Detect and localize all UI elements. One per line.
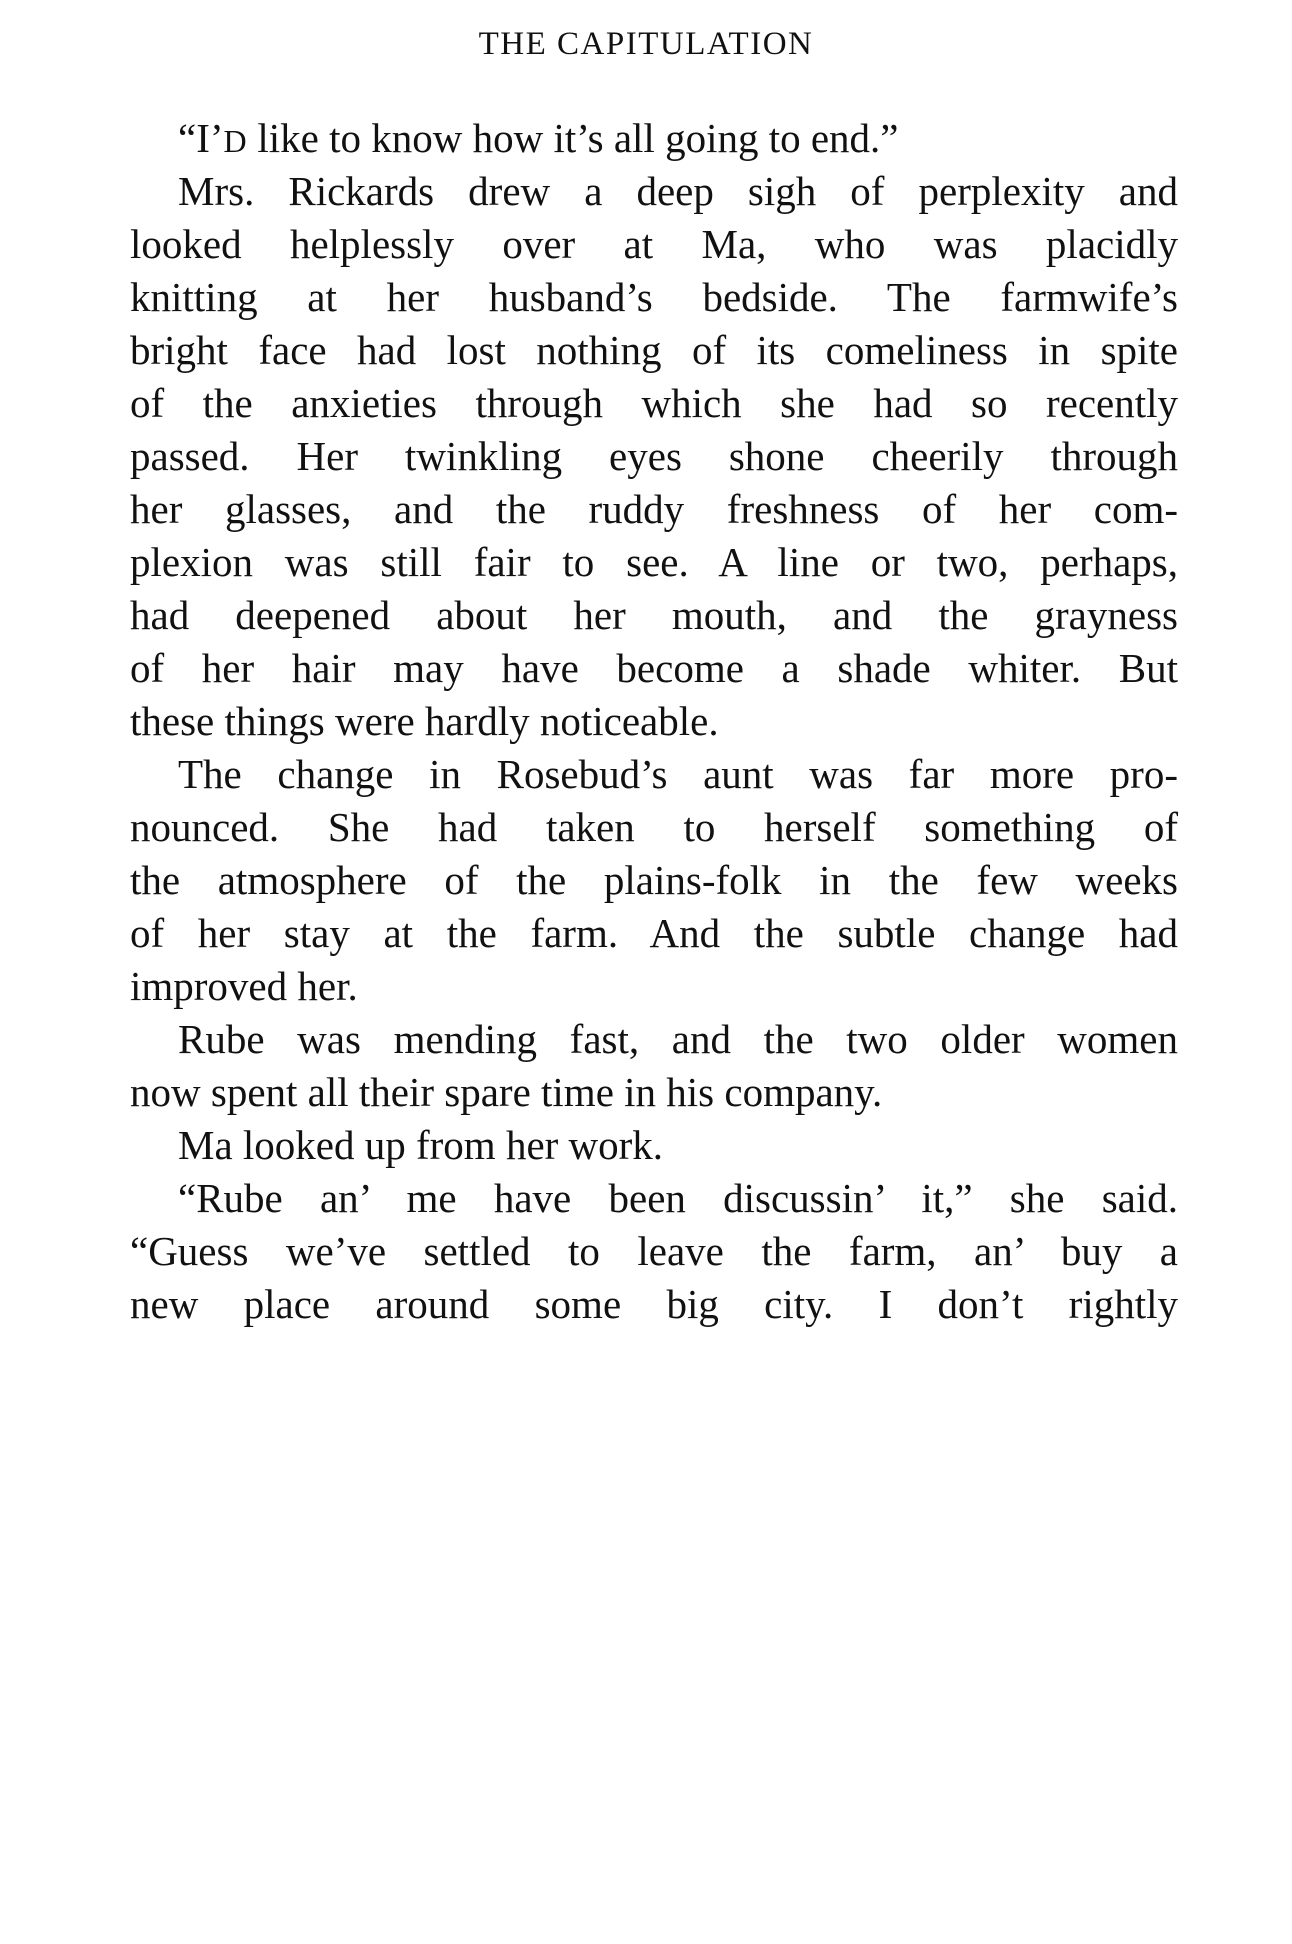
text-line: the atmosphere of the plains-folk in the few weeks: [130, 857, 1178, 903]
text-line: of her stay at the farm. And the subtle change had: [130, 910, 1178, 956]
text-line: nounced. She had taken to herself something of: [130, 804, 1178, 850]
text-line: looked helplessly over at Ma, who was placidly: [130, 221, 1178, 267]
text-line: of her hair may have become a shade whiter. But: [130, 645, 1178, 691]
text-line: plexion was still fair to see. A line or two, perhaps,: [130, 539, 1178, 585]
text-line: improved her.: [130, 963, 358, 1009]
text-line: Mrs. Rickards drew a deep sigh of perplexity and: [178, 168, 1178, 214]
text-line: these things were hardly noticeable.: [130, 698, 719, 744]
text-line: of the anxieties through which she had so recently: [130, 380, 1178, 426]
text-line: new place around some big city. I don’t rightly: [130, 1281, 1178, 1327]
running-head: THE CAPITULATION: [478, 26, 814, 62]
text-line: now spent all their spare time in his company.: [130, 1069, 883, 1115]
text-line: knitting at her husband’s bedside. The farmwife’s: [130, 274, 1178, 320]
text-line: Ma looked up from her work.: [178, 1122, 664, 1168]
text-line: Rube was mending fast, and the two older women: [178, 1016, 1178, 1062]
text-line: “Rube an’ me have been discussin’ it,” she said.: [178, 1175, 1178, 1221]
text-line: bright face had lost nothing of its comeliness in spite: [130, 327, 1178, 373]
text-line: her glasses, and the ruddy freshness of her com-: [130, 486, 1178, 532]
text-line: had deepened about her mouth, and the grayness: [130, 592, 1178, 638]
text-line: passed. Her twinkling eyes shone cheerily through: [130, 433, 1178, 479]
text-line: “Guess we’ve settled to leave the farm, an’ buy a: [130, 1228, 1178, 1274]
text-line: “I’D like to know how it’s all going to end.”: [178, 115, 899, 161]
text-line: The change in Rosebud’s aunt was far more pro-: [178, 751, 1178, 797]
body-text: [130, 112, 1178, 1331]
